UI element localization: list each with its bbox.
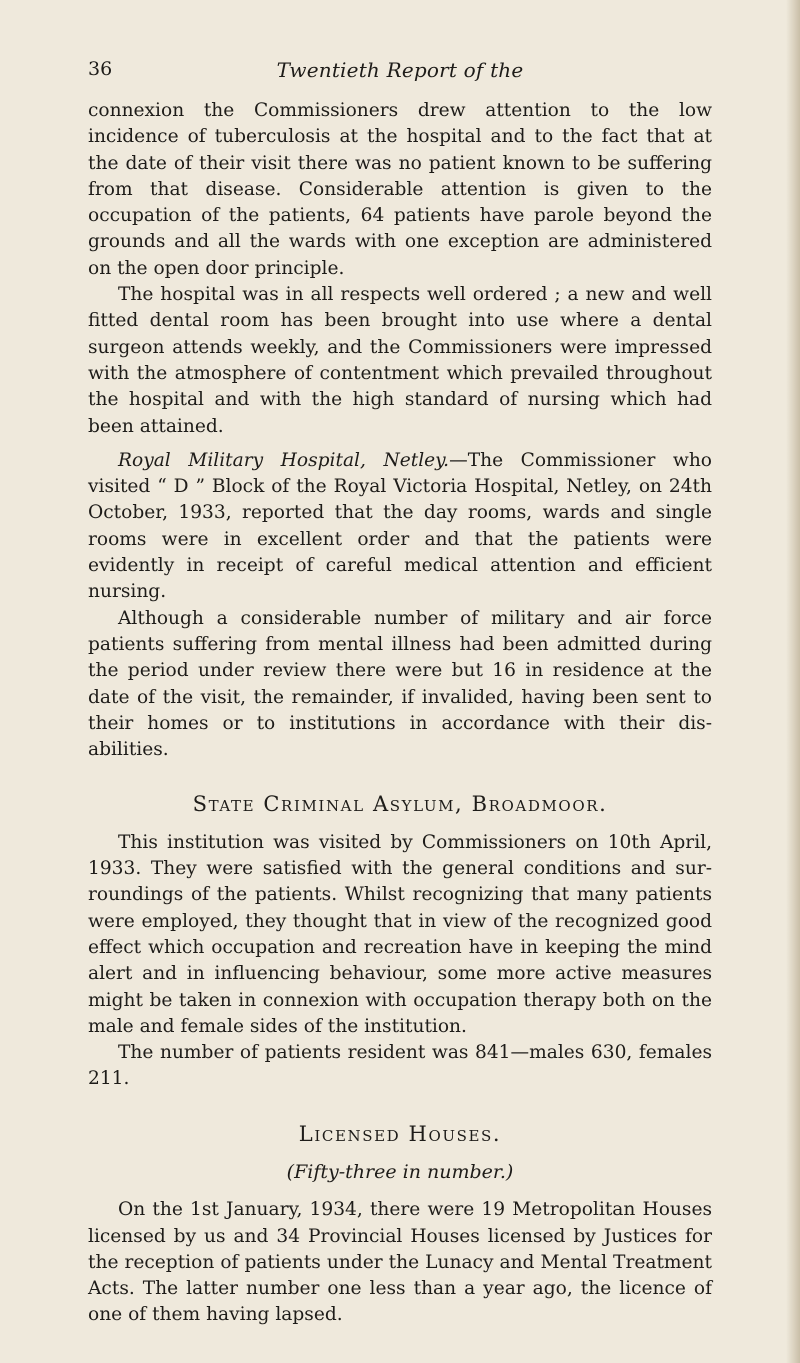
paragraph-3 bbox=[88, 448, 712, 606]
paragraph-7: On the 1st January, 1934, there were 19 Metropolitan Houses licensed by us and 34 Provincial Houses licensed by Justices for the reception of patients under the Lunacy and Mental Treatment Acts. The latter number one less than a year ago, the licence of one of them having lapsed. bbox=[88, 1199, 712, 1326]
running-title: Twentieth Report of the bbox=[276, 58, 524, 82]
page-header bbox=[88, 58, 712, 88]
paragraph-6: The number of patients resident was 841—males 630, females 211. bbox=[88, 1042, 712, 1090]
section-subheading: (Fifty-three in number.) bbox=[286, 1160, 514, 1183]
paragraph-2: The hospital was in all respects well ordered ; a new and well fitted dental room has been brought into use where a dental surgeon attends weekly, and the Commissioners were impressed with the atmosphere of contentment which prevailed throughout the hospital and with the high standard of nursing which had been attained. bbox=[88, 284, 712, 437]
page-number: 36 bbox=[88, 58, 113, 80]
netley-lead: Royal Military Hospital, Netley. bbox=[118, 449, 450, 471]
section-heading-licensed-houses: Licensed Houses. bbox=[298, 1121, 502, 1146]
section-heading-broadmoor: State Criminal Asylum, Broadmoor. bbox=[192, 792, 608, 817]
paragraph-3-text: —The Commissioner who visited “ D ” Block of the Royal Victoria Hospital, Netley, on 24th October, 1933, reported that the day rooms, wards and single rooms were in excellent order and that the patients were evidently in receipt of careful medical attention and efficient nursing. bbox=[88, 449, 712, 603]
paragraph-5: This institution was visited by Commissioners on 10th April, 1933. They were satisfied with the general conditions and sur- roundings of the patients. Whilst recognizing that many patients were employed, they thought that in view of the recognized good effect which occupation and recreation have in keeping the mind alert and in influencing behaviour, some more active measures might be taken in connexion with occupation therapy both on the male and female sides of the institution. bbox=[88, 831, 712, 1037]
body-text bbox=[88, 98, 712, 1329]
paragraph-1: connexion the Commissioners drew attention to the low incidence of tuberculosis at the hospital and to the fact that at the date of their visit there was no patient known to be suffering from that disease. Considerable attention is given to the occupation of the patients, 64 patients have parole beyond the grounds and all the wards with one exception are administered on the open door principle. bbox=[88, 100, 712, 279]
page-edge-shadow bbox=[786, 0, 800, 1363]
paragraph-4: Although a considerable number of military and air force patients suffering from mental illness had been admitted during the period under review there were but 16 in residence at the date of the visit, the remainder, if invalided, having been sent to their homes or to institutions in accordance with their dis- abilities. bbox=[88, 607, 712, 761]
